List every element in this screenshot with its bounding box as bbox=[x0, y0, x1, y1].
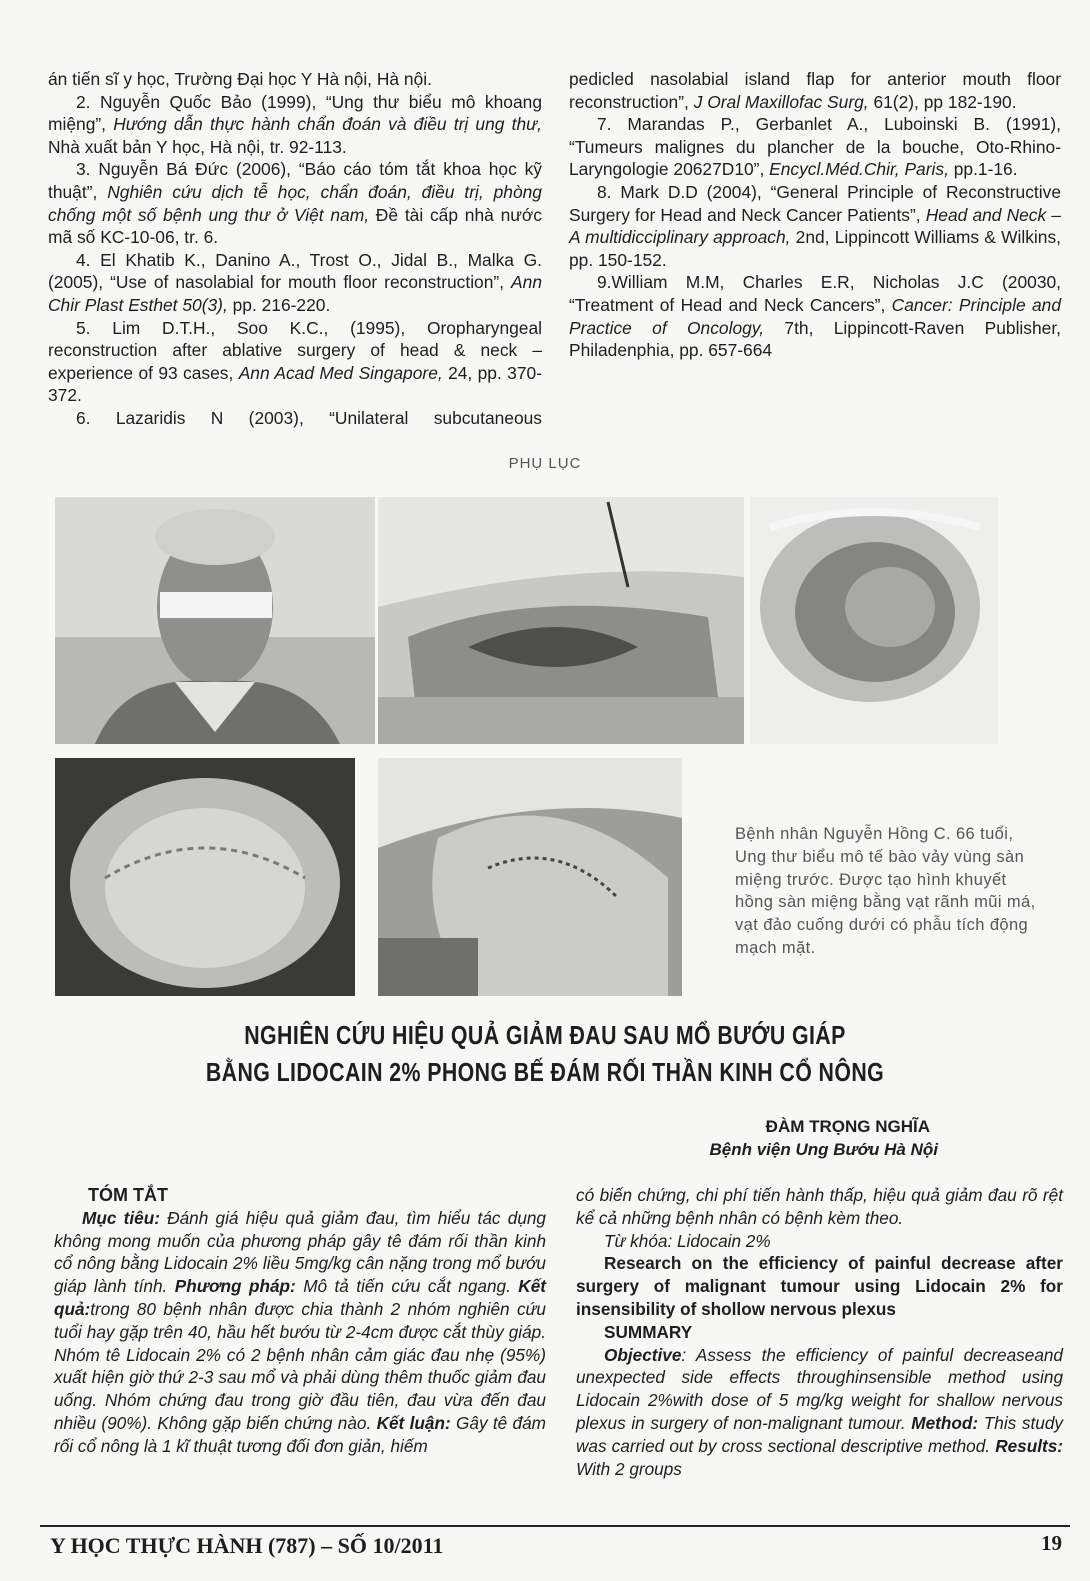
footer-rule bbox=[40, 1525, 1070, 1527]
keywords: Từ khóa: Lidocain 2% bbox=[604, 1230, 771, 1251]
summary-body: Objective: Assess the efficiency of painful decreaseand unexpected side effects throughinsensible method using Lidocain 2%with dose of 5 mg/kg weight for shallow nervous plexus in surgery of non-malignant tumour. Method: This study was carried out by cross sectional descriptive method. Results: With 2 groups bbox=[576, 1344, 1063, 1479]
abstract-vietnamese bbox=[54, 1184, 546, 1458]
reference-9: 9.William M.M, Charles E.R, Nicholas J.C (20030, “Treatment of Head and Neck Cancers”, Cancer: Principle and Practice of Oncology, 7th, Lippincott-Raven Publisher, Philadenphia, pp. 657-664 bbox=[569, 272, 1061, 361]
reference-6-continuation: pedicled nasolabial island flap for anterior mouth floor reconstruction”, J Oral Maxillofac Surg, 61(2), pp 182-190. bbox=[569, 69, 1061, 112]
article-title-line-2: BẰNG LIDOCAIN 2% PHONG BẾ ĐÁM RỐI THẦN KINH CỔ NÔNG bbox=[205, 1057, 885, 1087]
reference-7: 7. Marandas P., Gerbanlet A., Luboinski B. (1991), “Tumeurs malignes du plancher de la bouche, Oto-Rhino-Laryngologie 20627D10”, Encycl.Méd.Chir, Paris, pp.1-16. bbox=[569, 114, 1061, 180]
photo-caption: Bệnh nhân Nguyễn Hồng C. 66 tuổi, Ung thư biểu mô tế bào vảy vùng sàn miệng trước. Được tạo hình khuyết hồng sàn miệng bằng vạt rãnh mũi má, vạt đảo cuống dưới có phẫu tích động mạch mặt. bbox=[735, 825, 1036, 957]
author-affiliation: Bệnh viện Ung Bướu Hà Nội bbox=[709, 1140, 938, 1159]
reference-6: 6. Lazaridis N (2003), “Unilateral subcutaneous bbox=[76, 407, 542, 428]
reference-5: 5. Lim D.T.H., Soo K.C., (1995), Oropharyngeal reconstruction after ablative surgery of head & neck – experience of 93 cases, Ann Acad Med Singapore, 24, pp. 370-372. bbox=[48, 317, 542, 406]
abstract-english bbox=[576, 1184, 1063, 1480]
page-number: 19 bbox=[1041, 1531, 1062, 1555]
abstract-body: Mục tiêu: Đánh giá hiệu quả giảm đau, tìm hiểu tác dụng không mong muốn của phương pháp gây tê đám rối thần kinh cổ nông bằng Lidocain 2% liều 5mg/kg cân nặng trong mổ bướu giáp lành tính. Phương pháp: Mô tả tiến cứu cắt ngang. Kết quả:trong 80 bệnh nhân được chia thành 2 nhóm nghiên cứu tuổi hay gặp trên 40, hầu hết bướu từ 2-4cm được cắt thùy giáp. Nhóm tê Lidocain 2% có 2 bệnh nhân cảm giác đau nhẹ (95%) xuất hiện giờ thứ 2-3 sau mổ và phải dùng thêm thuốc giảm đau uống. Nhóm chứng đau trong giờ đầu tiên, đau vừa đến đau nhiều (90%). Không gặp biến chứng nào. Kết luận: Gây tê đám rối cổ nông là 1 kĩ thuật tương đối đơn giản, hiếm bbox=[54, 1207, 546, 1456]
reference-continuation: án tiến sĩ y học, Trường Đại học Y Hà nội, Hà nội. bbox=[48, 69, 432, 89]
reference-4: 4. El Khatib K., Danino A., Trost O., Jidal B., Malka G. (2005), “Use of nasolabial for mouth floor reconstruction”, Ann Chir Plast Esthet 50(3), pp. 216-220. bbox=[48, 249, 542, 315]
journal-footer: Y HỌC THỰC HÀNH (787) – SỐ 10/2011 bbox=[50, 1533, 444, 1558]
surgery-flap-photo bbox=[378, 497, 744, 744]
patient-face-photo bbox=[55, 497, 375, 744]
mouth-floor-defect-photo bbox=[750, 497, 998, 744]
neck-suture-photo bbox=[378, 758, 682, 996]
summary-heading: SUMMARY bbox=[604, 1321, 693, 1342]
references-right-column bbox=[569, 68, 1061, 362]
abstract-heading: TÓM TẮT bbox=[88, 1185, 168, 1205]
article-author: ĐÀM TRỌNG NGHĨA bbox=[765, 1117, 930, 1136]
reference-3: 3. Nguyễn Bá Đức (2006), “Báo cáo tóm tắt khoa học kỹ thuật”, Nghiên cứu dịch tễ học, chẩn đoán, điều trị, phòng chống một số bệnh ung thư ở Việt nam, Đề tài cấp nhà nước mã số KC-10-06, tr. 6. bbox=[48, 159, 542, 248]
abstract-vi-continuation: có biến chứng, chi phí tiến hành thấp, hiệu quả giảm đau rõ rệt kể cả những bệnh nhân có bệnh kèm theo. bbox=[576, 1185, 1063, 1228]
article-title-line-1: NGHIÊN CỨU HIỆU QUẢ GIẢM ĐAU SAU MỔ BƯỚU GIÁP bbox=[244, 1020, 846, 1050]
appendix-heading: PHỤ LỤC bbox=[508, 455, 582, 472]
references-left-column bbox=[48, 68, 542, 430]
postop-mouth-photo bbox=[55, 758, 355, 996]
english-title: Research on the efficiency of painful decrease after surgery of malignant tumour using Lidocain 2% for insensibility of shollow nervous plexus bbox=[576, 1253, 1063, 1319]
reference-8: 8. Mark D.D (2004), “General Principle of Reconstructive Surgery for Head and Neck Cancer Patients”, Head and Neck – A multidicciplinary approach, 2nd, Lippincott Williams & Wilkins, pp. 150-152. bbox=[569, 181, 1061, 270]
reference-2: 2. Nguyễn Quốc Bảo (1999), “Ung thư biểu mô khoang miệng”, Hướng dẫn thực hành chẩn đoán và điều trị ung thư, Nhà xuất bản Y học, Hà nội, tr. 92-113. bbox=[48, 91, 542, 157]
